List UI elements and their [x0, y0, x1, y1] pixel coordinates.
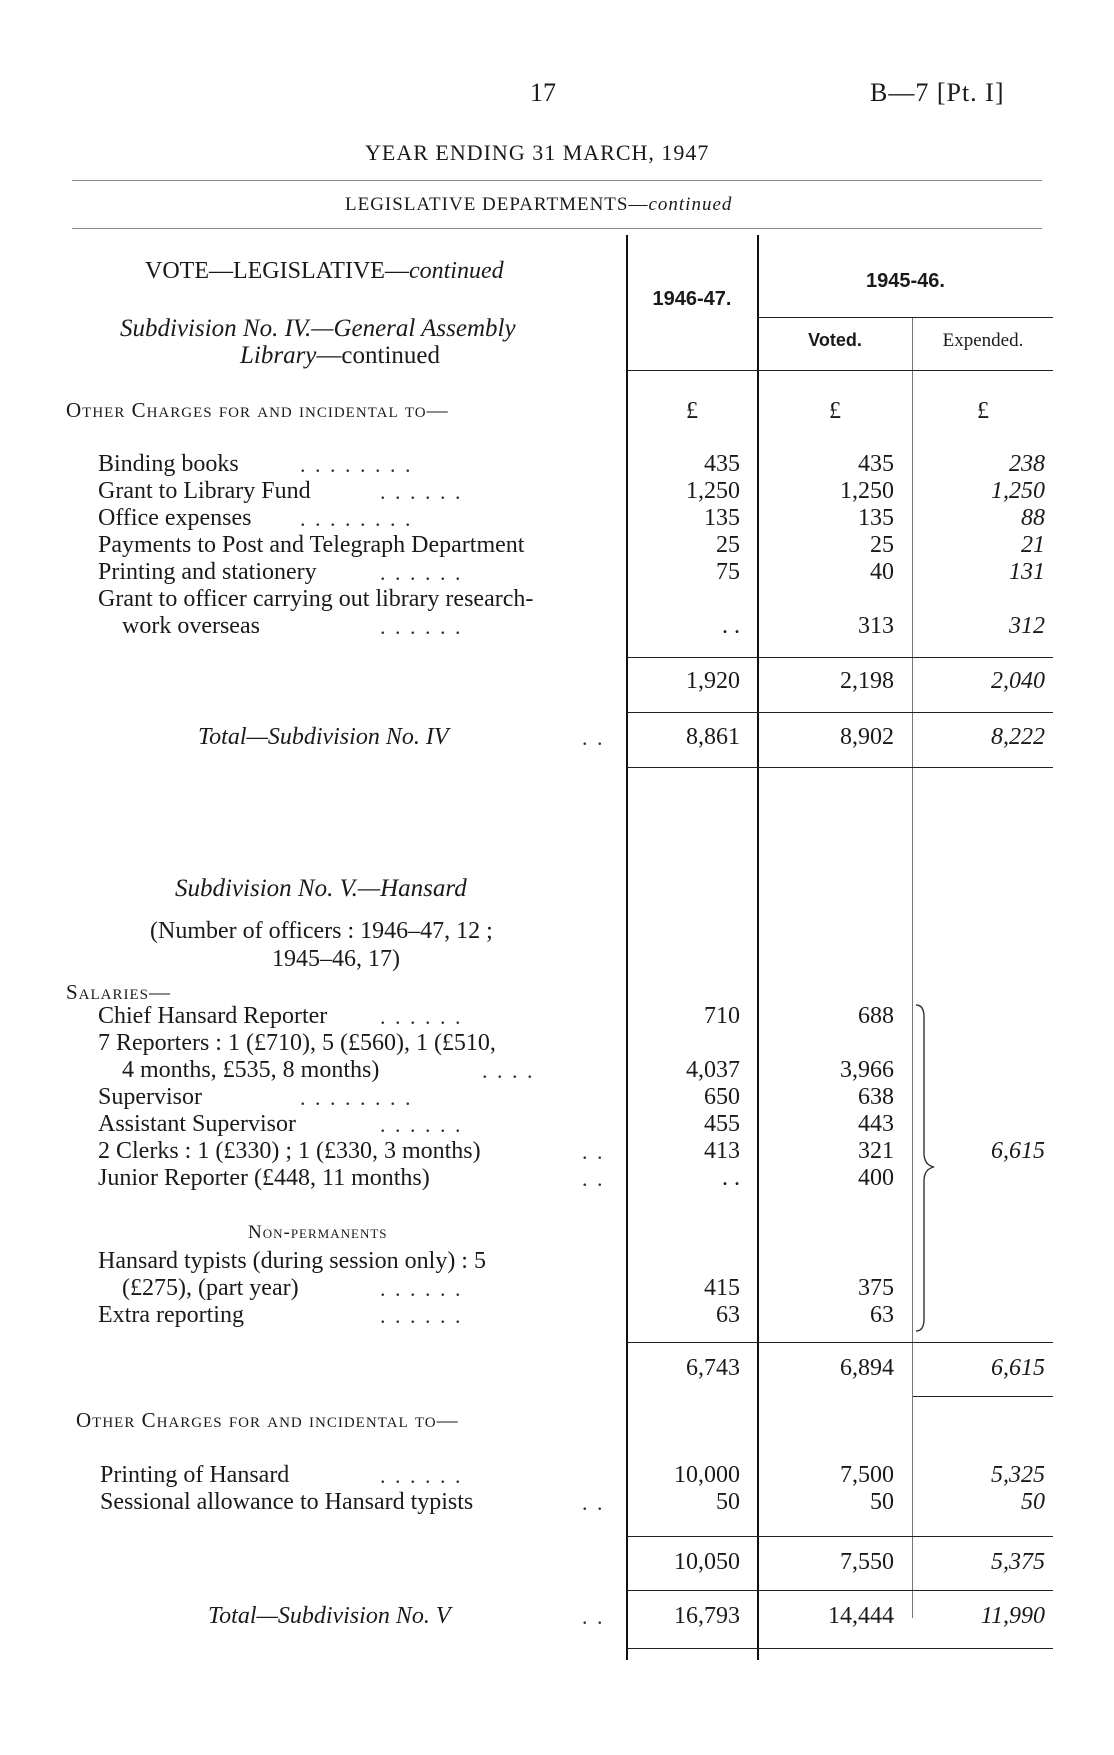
sub4-total-dots: . .: [582, 725, 605, 750]
document-reference: B—7 [Pt. I]: [870, 78, 1005, 107]
other-subtotal-rule: [627, 1536, 1053, 1537]
value-1946-47: 1,250: [686, 478, 740, 504]
column-header-1945-46: 1945-46.: [866, 270, 945, 292]
value-expended: 238: [1009, 451, 1045, 477]
table-row-label: Supervisor: [98, 1084, 202, 1110]
value-expended: 88: [1021, 505, 1045, 531]
sub5-total-label: Total—Subdivision No. V: [208, 1603, 451, 1629]
leader-dots: . . . .: [482, 1058, 535, 1083]
column-divider-middle: [757, 235, 759, 1660]
vote-continued: continued: [408, 258, 504, 284]
value-1946-47: 710: [704, 1003, 740, 1029]
leader-dots: . .: [582, 1490, 605, 1515]
table-row-label: work overseas: [122, 613, 260, 639]
value-expended: 5,325: [991, 1462, 1045, 1488]
salaries-subtotal-rule: [627, 1342, 1053, 1343]
currency-symbol-col3: £: [977, 398, 989, 424]
value-voted: 443: [858, 1111, 894, 1137]
sub4-total-rule-bottom: [627, 767, 1053, 768]
value-voted: 50: [870, 1489, 894, 1515]
vote-title: [145, 258, 504, 285]
column-header-1946-47: 1946-47.: [652, 288, 732, 310]
sub5-total-dots: . .: [582, 1604, 605, 1629]
value-1946-47: 4,037: [686, 1057, 740, 1083]
salaries-total-voted: 6,894: [840, 1355, 894, 1381]
table-row-label: Printing and stationery: [98, 559, 317, 585]
other-total-1946-47: 10,050: [674, 1549, 740, 1575]
sub4-other-charges-heading: Other Charges for and incidental to—: [66, 398, 449, 422]
value-voted: 375: [858, 1275, 894, 1301]
table-row-label: [100, 1462, 289, 1489]
value-voted: 25: [870, 532, 894, 558]
table-row-label: (£275), (part year): [122, 1275, 299, 1301]
sub4-total-1946-47: 8,861: [686, 724, 740, 750]
table-row-label: Hansard typists (during session only) : 5: [98, 1248, 486, 1274]
sub4-total-rule-top: [627, 712, 1053, 713]
sub5-total-expended: 11,990: [980, 1603, 1045, 1629]
column-divider-left: [626, 235, 628, 1660]
value-voted: 40: [870, 559, 894, 585]
department-continued: continued: [648, 194, 733, 215]
sub4-subtotal-expended: 2,040: [991, 668, 1045, 694]
table-row-label: 4 months, £535, 8 months): [122, 1057, 380, 1083]
value-voted: 321: [858, 1138, 894, 1164]
leader-dots: . . . . . . . .: [300, 1085, 413, 1110]
leader-dots: . . . . . .: [380, 1276, 463, 1301]
header-group-rule: [758, 317, 1053, 318]
value-1946-47: 63: [716, 1302, 740, 1328]
table-row-label: 7 Reporters : 1 (£710), 5 (£560), 1 (£510,: [98, 1030, 496, 1056]
value-expended: 312: [1009, 613, 1045, 639]
value-voted: 7,500: [840, 1462, 894, 1488]
table-row-label: Chief Hansard Reporter: [98, 1003, 328, 1029]
printing-of-hansard-label: Printing of Hansard: [100, 1462, 290, 1488]
salaries-total-rule-bottom: [913, 1396, 1053, 1397]
column-header-bottom-rule: [627, 370, 1053, 371]
table-row-label: Office expenses: [98, 505, 252, 531]
sub4-total-expended: 8,222: [991, 724, 1045, 750]
header-rule-2: [72, 228, 1042, 229]
table-row-label: Junior Reporter (£448, 11 months): [98, 1165, 430, 1191]
column-header-expended: Expended.: [942, 330, 1024, 351]
subdivision-iv-title: Subdivision No. IV.—General Assembly: [120, 315, 516, 342]
sub4-subtotal-rule: [627, 657, 1053, 658]
column-header-voted: Voted.: [808, 330, 862, 350]
value-voted: 63: [870, 1302, 894, 1328]
value-expended: 1,250: [991, 478, 1045, 504]
header-rule-1: [72, 180, 1042, 181]
officers-count-line2: 1945–46, 17): [272, 946, 400, 972]
leader-dots: . . . . . .: [380, 1112, 463, 1137]
currency-symbol-col1: £: [686, 398, 698, 424]
non-permanents-heading: Non-permanents: [248, 1222, 388, 1243]
vote-name: VOTE—LEGISLATIVE—: [145, 258, 409, 284]
sub5-total-1946-47: 16,793: [674, 1603, 740, 1629]
table-row-label: Sessional allowance to Hansard typists: [100, 1489, 474, 1515]
subdivision-v-title: Subdivision No. V.—Hansard: [175, 875, 467, 902]
leader-dots: . . . . . .: [380, 560, 463, 585]
leader-dots: . . . . . .: [380, 1303, 463, 1328]
library-word: Library: [240, 342, 317, 369]
value-1946-47: 135: [704, 505, 740, 531]
page-number: 17: [530, 78, 556, 107]
leader-dots: . . . . . .: [380, 1004, 463, 1029]
table-row-label: Assistant Supervisor: [98, 1111, 296, 1137]
other-total-voted: 7,550: [840, 1549, 894, 1575]
value-1946-47: 415: [704, 1275, 740, 1301]
department-name: LEGISLATIVE DEPARTMENTS—: [345, 194, 649, 215]
value-voted: 3,966: [840, 1057, 894, 1083]
subdivision-iv-title-line2: [240, 342, 440, 370]
table-row-label: Grant to officer carrying out library research-: [98, 586, 534, 612]
table-row-label: Extra reporting: [98, 1302, 244, 1328]
table-row-label: Payments to Post and Telegraph Department: [98, 532, 525, 558]
leader-dots: . .: [582, 1139, 605, 1164]
officers-count-line1: (Number of officers : 1946–47, 12 ;: [150, 918, 493, 944]
value-1946-47: 455: [704, 1111, 740, 1137]
value-voted: 688: [858, 1003, 894, 1029]
leader-dots: . . . . . . . .: [300, 452, 413, 477]
salaries-heading: Salaries—: [66, 980, 172, 1004]
leader-dots: . . . . . .: [380, 1463, 463, 1488]
sub4-subtotal-voted: 2,198: [840, 668, 894, 694]
sub4-total-label: Total—Subdivision No. IV: [198, 724, 449, 750]
table-row-label: Binding books: [98, 451, 239, 477]
leader-dots: . . . . . .: [380, 479, 463, 504]
sub4-subtotal-1946-47: 1,920: [686, 668, 740, 694]
value-voted: 400: [858, 1165, 894, 1191]
value-expended: 131: [1009, 559, 1045, 585]
value-1946-47: 650: [704, 1084, 740, 1110]
sub5-total-voted: 14,444: [828, 1603, 894, 1629]
continued-word: —continued: [316, 342, 440, 369]
value-expended: 21: [1021, 532, 1045, 558]
salaries-expended-bracketed: 6,615: [991, 1138, 1045, 1164]
sub5-total-rule-bottom: [627, 1648, 1053, 1649]
salaries-total-expended: 6,615: [991, 1355, 1045, 1381]
value-expended: 50: [1021, 1489, 1045, 1515]
value-voted: 435: [858, 451, 894, 477]
value-voted: 638: [858, 1084, 894, 1110]
value-1946-47: . .: [722, 1165, 740, 1191]
other-total-expended: 5,375: [991, 1549, 1045, 1575]
sub5-other-charges-heading: Other Charges for and incidental to—: [76, 1408, 459, 1432]
leader-dots: . .: [582, 1166, 605, 1191]
value-1946-47: . .: [722, 613, 740, 639]
department-title: [345, 194, 732, 216]
year-title: YEAR ENDING 31 MARCH, 1947: [365, 140, 710, 165]
currency-symbol-col2: £: [829, 398, 841, 424]
table-row-label: 2 Clerks : 1 (£330) ; 1 (£330, 3 months): [98, 1138, 481, 1164]
value-1946-47: 75: [716, 559, 740, 585]
value-voted: 1,250: [840, 478, 894, 504]
leader-dots: . . . . . . . .: [300, 506, 413, 531]
sub5-total-rule-top: [627, 1590, 1053, 1591]
salaries-total-1946-47: 6,743: [686, 1355, 740, 1381]
value-voted: 313: [858, 613, 894, 639]
value-1946-47: 10,000: [674, 1462, 740, 1488]
right-brace-icon: [914, 1003, 944, 1333]
sub4-total-voted: 8,902: [840, 724, 894, 750]
value-1946-47: 435: [704, 451, 740, 477]
value-voted: 135: [858, 505, 894, 531]
value-1946-47: 50: [716, 1489, 740, 1515]
value-1946-47: 413: [704, 1138, 740, 1164]
value-1946-47: 25: [716, 532, 740, 558]
leader-dots: . . . . . .: [380, 614, 463, 639]
table-row-label: Grant to Library Fund: [98, 478, 311, 504]
